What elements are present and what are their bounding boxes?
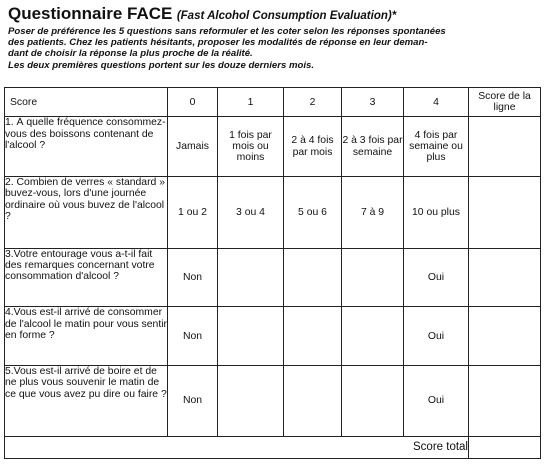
header-score: Score xyxy=(5,88,168,117)
answer-cell[interactable]: Non xyxy=(168,248,218,307)
answer-cell[interactable]: 2 à 4 fois par mois xyxy=(284,117,342,177)
answer-cell[interactable]: Non xyxy=(168,365,218,436)
question-4: 4.Vous est-il arrivé de consommer de l'alcool le matin pour vous sentir en forme ? xyxy=(5,307,168,366)
header-score-1: 1 xyxy=(218,88,284,117)
answer-cell[interactable]: Oui xyxy=(404,248,469,307)
question-3: 3.Votre entourage vous a-t-il fait des remarques concernant votre consommation d'alcool ? xyxy=(5,248,168,307)
answer-cell[interactable]: 5 ou 6 xyxy=(284,176,342,248)
document-title xyxy=(8,4,540,26)
table-row xyxy=(5,117,541,177)
answer-cell[interactable]: 1 ou 2 xyxy=(168,176,218,248)
answer-cell[interactable]: Non xyxy=(168,307,218,366)
line-score-cell[interactable] xyxy=(469,365,541,436)
table-header-row xyxy=(5,88,541,117)
answer-cell[interactable] xyxy=(218,248,284,307)
answer-cell[interactable] xyxy=(284,307,342,366)
answer-cell[interactable]: 4 fois par semaine ou plus xyxy=(404,117,469,177)
total-row xyxy=(5,436,541,458)
instruction-line: Poser de préférence les 5 questions sans reformuler et les coter selon les réponses spontanées xyxy=(8,26,446,37)
total-score-cell[interactable] xyxy=(469,436,541,458)
answer-cell[interactable] xyxy=(342,307,404,366)
answer-cell[interactable]: 7 à 9 xyxy=(342,176,404,248)
answer-cell[interactable] xyxy=(284,248,342,307)
instructions xyxy=(8,26,540,71)
title-main: Questionnaire FACE xyxy=(8,4,173,23)
table-row xyxy=(5,365,541,436)
title-subtitle: (Fast Alcohol Consumption Evaluation)* xyxy=(176,10,397,22)
answer-cell[interactable]: 3 ou 4 xyxy=(218,176,284,248)
total-score-label: Score total xyxy=(5,436,469,458)
line-score-cell[interactable] xyxy=(469,248,541,307)
table-row xyxy=(5,307,541,366)
line-score-cell[interactable] xyxy=(469,117,541,177)
table-row xyxy=(5,176,541,248)
answer-cell[interactable]: Jamais xyxy=(168,117,218,177)
instruction-line: Les deux premières questions portent sur les douze derniers mois. xyxy=(8,59,315,71)
face-questionnaire-table xyxy=(4,87,541,459)
answer-cell[interactable]: 2 à 3 fois par semaine xyxy=(342,117,404,177)
line-score-cell[interactable] xyxy=(469,176,541,248)
instruction-line: des patients. Chez les patients hésitants, proposer les modalités de réponse en leur deman- xyxy=(8,37,428,49)
question-1: 1. À quelle fréquence consommez-vous des boissons contenant de l'alcool ? xyxy=(5,117,168,177)
answer-cell[interactable]: 1 fois par mois ou moins xyxy=(218,117,284,177)
answer-cell[interactable]: Oui xyxy=(404,307,469,366)
document-header xyxy=(8,4,540,71)
answer-cell[interactable] xyxy=(218,365,284,436)
answer-cell[interactable] xyxy=(342,248,404,307)
header-score-3: 3 xyxy=(342,88,404,117)
answer-cell[interactable] xyxy=(342,365,404,436)
header-score-0: 0 xyxy=(168,88,218,117)
table-row xyxy=(5,248,541,307)
instruction-line: dant de choisir la réponse la plus proche de la réalité. xyxy=(8,48,253,60)
line-score-cell[interactable] xyxy=(469,307,541,366)
header-score-2: 2 xyxy=(284,88,342,117)
answer-cell[interactable] xyxy=(218,307,284,366)
question-5: 5.Vous est-il arrivé de boire et de ne plus vous souvenir le matin de ce que vous avez pu dire ou faire ? xyxy=(5,365,168,436)
answer-cell[interactable] xyxy=(284,365,342,436)
header-score-4: 4 xyxy=(404,88,469,117)
answer-cell[interactable]: 10 ou plus xyxy=(404,176,469,248)
question-2: 2. Combien de verres « standard » buvez-vous, lors d'une journée ordinaire où vous buvez de l'alcool ? xyxy=(5,176,168,248)
header-line-score: Score de la ligne xyxy=(469,88,541,117)
answer-cell[interactable]: Oui xyxy=(404,365,469,436)
